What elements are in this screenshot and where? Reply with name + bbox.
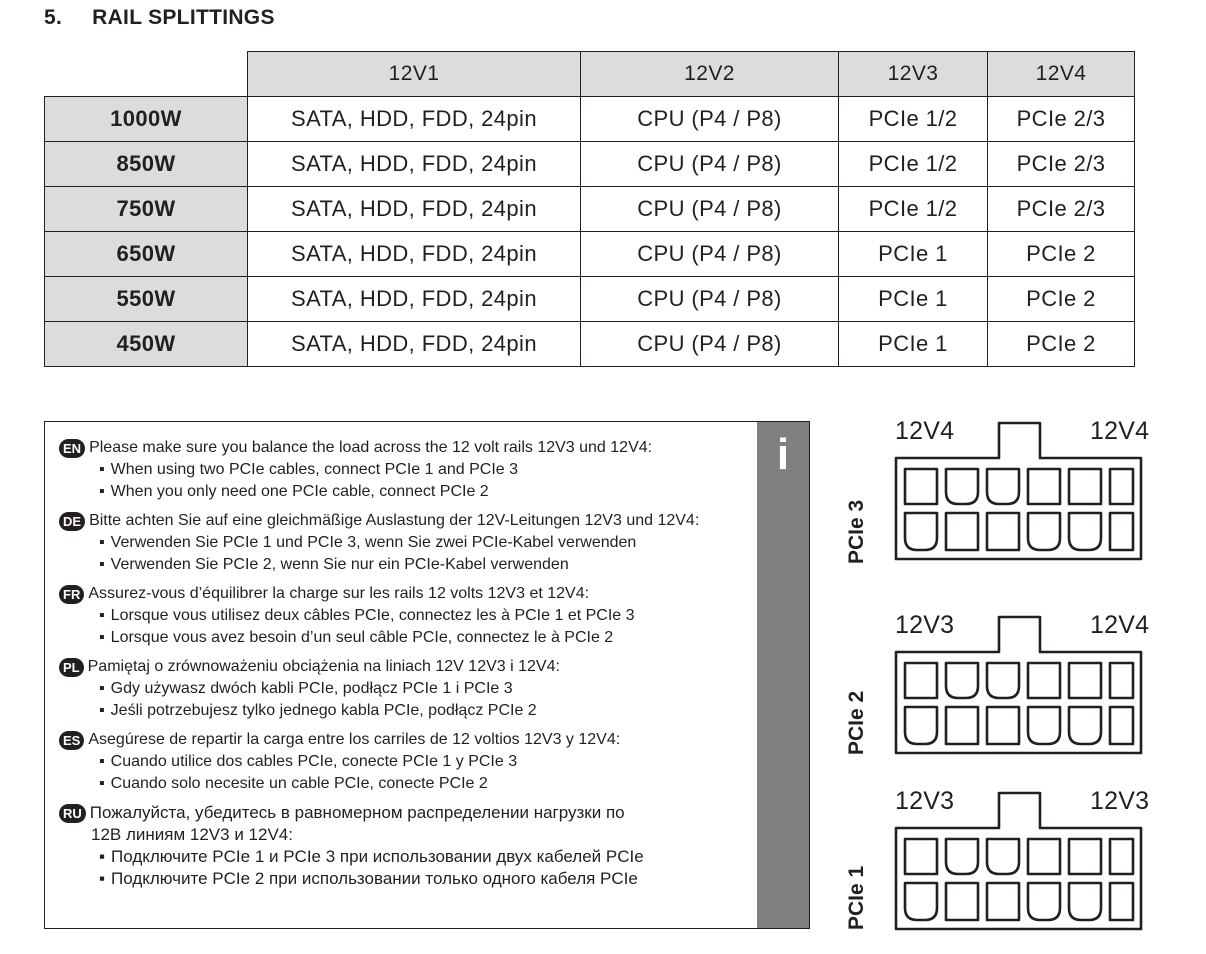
- list-item: ▪ Lorsque vous avez besoin d’un seul câble PCIe, connectez le à PCIe 2: [99, 627, 759, 649]
- lang-intro: Пожалуйста, убедитесь в равномерном распределении нагрузки по: [89, 803, 625, 822]
- rail-label-right: 12V4: [1090, 611, 1150, 639]
- row-header: 1000W: [45, 97, 248, 142]
- pcie-connector-icon: [840, 418, 1150, 568]
- table-row: [45, 232, 1135, 277]
- rail-label-left: 12V4: [895, 417, 955, 445]
- info-icon: i: [776, 430, 790, 479]
- lang-intro-line: [59, 583, 759, 605]
- table-row: [45, 142, 1135, 187]
- list-item: ▪ Lorsque vous utilisez deux câbles PCIe, connectez les à PCIe 1 et PCIe 3: [99, 605, 759, 627]
- lang-block-fr: [59, 583, 759, 649]
- pcie-connector-icon: [840, 788, 1150, 938]
- column-header: 12V1: [248, 52, 581, 97]
- table-cell: PCIe 1: [839, 322, 988, 367]
- table-cell: PCIe 2: [988, 277, 1135, 322]
- connector-side-label: PCIe 2: [845, 690, 868, 755]
- connector-side-label: PCIe 3: [845, 499, 868, 564]
- table-row: [45, 322, 1135, 367]
- lang-intro: Pamiętaj o zrównoważeniu obciążenia na liniach 12V 12V3 i 12V4:: [87, 658, 560, 675]
- bullet-list: [59, 678, 759, 722]
- table-cell: PCIe 2/3: [988, 97, 1135, 142]
- lang-block-pl: [59, 656, 759, 722]
- table-cell: SATA, HDD, FDD, 24pin: [248, 322, 581, 367]
- lang-badge: DE: [59, 512, 85, 531]
- table-corner: [45, 52, 248, 97]
- table-cell: CPU (P4 / P8): [581, 142, 839, 187]
- table-cell: PCIe 2: [988, 322, 1135, 367]
- table-cell: CPU (P4 / P8): [581, 187, 839, 232]
- list-item: ▪ When using two PCIe cables, connect PCIe 1 and PCIe 3: [99, 459, 759, 481]
- lang-intro: Asegúrese de repartir la carga entre los carriles de 12 voltios 12V3 y 12V4:: [88, 731, 621, 748]
- connector-pcie1: [840, 788, 1150, 938]
- connector-side-label: PCIe 1: [845, 865, 868, 930]
- table-cell: PCIe 2/3: [988, 187, 1135, 232]
- connector-pcie2: [840, 612, 1150, 762]
- rail-splitting-table: [44, 51, 1135, 367]
- section-number: 5.: [44, 6, 63, 29]
- bullet-list: [59, 532, 759, 576]
- lang-badge: EN: [59, 439, 85, 458]
- table-cell: CPU (P4 / P8): [581, 232, 839, 277]
- table-cell: CPU (P4 / P8): [581, 322, 839, 367]
- table-cell: SATA, HDD, FDD, 24pin: [248, 187, 581, 232]
- multilingual-info-box: [44, 421, 810, 929]
- info-sidebar: [757, 422, 809, 928]
- list-item: ▪ Jeśli potrzebujesz tylko jednego kabla PCIe, podłącz PCIe 2: [99, 700, 759, 722]
- lang-block-es: [59, 729, 759, 795]
- rail-label-left: 12V3: [895, 611, 955, 639]
- lang-block-ru: [59, 802, 759, 890]
- lang-intro-line: [59, 802, 759, 824]
- connector-pcie3: [840, 418, 1150, 568]
- table-header-row: [45, 52, 1135, 97]
- lang-intro-line: [59, 656, 759, 678]
- lang-block-de: [59, 510, 759, 576]
- lang-intro-line: [59, 510, 759, 532]
- lang-intro: Please make sure you balance the load across the 12 volt rails 12V3 und 12V4:: [89, 439, 653, 456]
- table-cell: SATA, HDD, FDD, 24pin: [248, 142, 581, 187]
- lang-badge: FR: [59, 585, 84, 604]
- lang-badge: PL: [59, 658, 84, 677]
- table-row: [45, 187, 1135, 232]
- rail-label-left: 12V3: [895, 787, 955, 815]
- table-cell: PCIe 1/2: [839, 97, 988, 142]
- row-header: 550W: [45, 277, 248, 322]
- table-cell: CPU (P4 / P8): [581, 97, 839, 142]
- section-heading: RAIL SPLITTINGS: [92, 6, 275, 29]
- rail-label-right: 12V4: [1090, 417, 1150, 445]
- table-cell: PCIe 1/2: [839, 187, 988, 232]
- table-cell: SATA, HDD, FDD, 24pin: [248, 232, 581, 277]
- lang-block-en: [59, 437, 759, 503]
- table-row: [45, 97, 1135, 142]
- table-cell: PCIe 2/3: [988, 142, 1135, 187]
- column-header: 12V2: [581, 52, 839, 97]
- list-item: ▪ Cuando utilice dos cables PCIe, conecte PCIe 1 y PCIe 3: [99, 751, 759, 773]
- list-item: ▪ When you only need one PCIe cable, connect PCIe 2: [99, 481, 759, 503]
- lang-intro: Bitte achten Sie auf eine gleichmäßige Auslastung der 12V-Leitungen 12V3 und 12V4:: [89, 512, 700, 529]
- list-item: ▪ Verwenden Sie PCIe 1 und PCIe 3, wenn Sie zwei PCIe-Kabel verwenden: [99, 532, 759, 554]
- table-cell: SATA, HDD, FDD, 24pin: [248, 97, 581, 142]
- column-header: 12V3: [839, 52, 988, 97]
- list-item: ▪ Cuando solo necesite un cable PCIe, conecte PCIe 2: [99, 773, 759, 795]
- lang-intro-continued: 12В линиям 12V3 и 12V4:: [91, 825, 293, 844]
- table-cell: CPU (P4 / P8): [581, 277, 839, 322]
- lang-badge: RU: [59, 804, 86, 823]
- table-cell: PCIe 2: [988, 232, 1135, 277]
- lang-intro-line: [59, 729, 759, 751]
- list-item: ▪ Gdy używasz dwóch kabli PCIe, podłącz PCIe 1 i PCIe 3: [99, 678, 759, 700]
- list-item: ▪ Подключите PCIe 1 и PCIe 3 при использовании двух кабелей PCIe: [99, 846, 759, 868]
- table-cell: PCIe 1: [839, 232, 988, 277]
- rail-label-right: 12V3: [1090, 787, 1150, 815]
- table-cell: PCIe 1: [839, 277, 988, 322]
- bullet-list: [59, 605, 759, 649]
- section-title: [44, 6, 275, 30]
- list-item: ▪ Verwenden Sie PCIe 2, wenn Sie nur ein PCIe-Kabel verwenden: [99, 554, 759, 576]
- table-cell: SATA, HDD, FDD, 24pin: [248, 277, 581, 322]
- row-header: 750W: [45, 187, 248, 232]
- table-row: [45, 277, 1135, 322]
- bullet-list: [59, 459, 759, 503]
- lang-intro: Assurez-vous d’équilibrer la charge sur les rails 12 volts 12V3 et 12V4:: [88, 585, 590, 602]
- bullet-list: [59, 846, 759, 890]
- row-header: 650W: [45, 232, 248, 277]
- row-header: 450W: [45, 322, 248, 367]
- row-header: 850W: [45, 142, 248, 187]
- bullet-list: [59, 751, 759, 795]
- column-header: 12V4: [988, 52, 1135, 97]
- pcie-connector-icon: [840, 612, 1150, 762]
- list-item: ▪ Подключите PCIe 2 при использовании только одного кабеля PCIe: [99, 868, 759, 890]
- language-blocks: [59, 437, 759, 897]
- lang-intro-line: [59, 437, 759, 459]
- lang-badge: ES: [59, 731, 84, 750]
- table-cell: PCIe 1/2: [839, 142, 988, 187]
